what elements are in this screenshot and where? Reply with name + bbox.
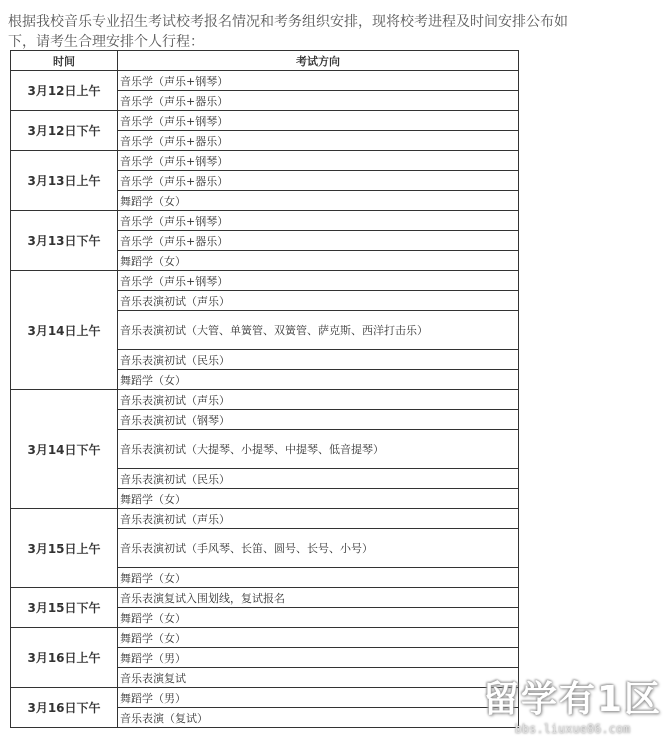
time-slot-cell: 3月16日上午: [11, 628, 118, 688]
exam-direction-cell: 舞蹈学（女）: [118, 568, 519, 588]
exam-direction-cell: 音乐表演初试（大提琴、小提琴、中提琴、低音提琴）: [118, 430, 519, 469]
table-header-row: [11, 51, 519, 71]
exam-direction-cell: 舞蹈学（男）: [118, 648, 519, 668]
table-row: [11, 151, 519, 171]
intro-paragraph: 根据我校音乐专业招生考试校考报名情况和考务组织安排，现将校考进程及时间安排公布如下，请考生合理安排个人行程：: [8, 14, 568, 50]
exam-direction-cell: 音乐表演初试（声乐）: [118, 509, 519, 529]
time-slot-cell: 3月13日下午: [11, 211, 118, 271]
exam-direction-cell: 音乐表演初试（民乐）: [118, 350, 519, 370]
exam-direction-cell: 音乐表演初试（声乐）: [118, 390, 519, 410]
table-row: [11, 71, 519, 91]
exam-direction-cell: 舞蹈学（男）: [118, 688, 519, 708]
time-slot-cell: 3月15日下午: [11, 588, 118, 628]
exam-direction-cell: 舞蹈学（女）: [118, 489, 519, 509]
time-slot-cell: 3月14日上午: [11, 271, 118, 390]
exam-direction-cell: 音乐学（声乐+钢琴）: [118, 71, 519, 91]
time-slot-cell: 3月14日下午: [11, 390, 118, 509]
exam-direction-cell: 舞蹈学（女）: [118, 628, 519, 648]
exam-direction-cell: 音乐表演初试（钢琴）: [118, 410, 519, 430]
exam-direction-cell: 音乐表演复试入围划线，复试报名: [118, 588, 519, 608]
exam-direction-cell: 音乐表演（复试）: [118, 708, 519, 728]
exam-direction-cell: 音乐学（声乐+钢琴）: [118, 211, 519, 231]
exam-direction-cell: 音乐学（声乐+钢琴）: [118, 151, 519, 171]
time-slot-cell: 3月12日下午: [11, 111, 118, 151]
exam-direction-cell: 音乐表演初试（大管、单簧管、双簧管、萨克斯、西洋打击乐）: [118, 311, 519, 350]
exam-direction-cell: 音乐学（声乐+器乐）: [118, 131, 519, 151]
header-exam-direction: 考试方向: [118, 51, 519, 71]
exam-direction-cell: 舞蹈学（女）: [118, 191, 519, 211]
exam-direction-cell: 舞蹈学（女）: [118, 251, 519, 271]
time-slot-cell: 3月16日下午: [11, 688, 118, 728]
exam-direction-cell: 音乐学（声乐+钢琴）: [118, 111, 519, 131]
table-row: [11, 211, 519, 231]
time-slot-cell: 3月13日上午: [11, 151, 118, 211]
table-row: [11, 271, 519, 291]
table-row: [11, 628, 519, 648]
time-slot-cell: 3月12日上午: [11, 71, 118, 111]
exam-direction-cell: 音乐表演初试（声乐）: [118, 291, 519, 311]
header-time: 时间: [11, 51, 118, 71]
exam-schedule-table: [10, 50, 519, 728]
exam-direction-cell: 音乐表演复试: [118, 668, 519, 688]
exam-direction-cell: 音乐学（声乐+器乐）: [118, 91, 519, 111]
exam-direction-cell: 舞蹈学（女）: [118, 370, 519, 390]
exam-direction-cell: 音乐表演初试（民乐）: [118, 469, 519, 489]
time-slot-cell: 3月15日上午: [11, 509, 118, 588]
watermark-url: bbs.liuxue86.com: [514, 722, 631, 736]
table-row: [11, 390, 519, 410]
schedule-body: [11, 71, 519, 728]
exam-direction-cell: 音乐表演初试（手风琴、长笛、圆号、长号、小号）: [118, 529, 519, 568]
table-row: [11, 111, 519, 131]
table-row: [11, 688, 519, 708]
table-row: [11, 588, 519, 608]
watermark-logo: 留学有1区: [482, 679, 662, 720]
exam-direction-cell: 音乐学（声乐+器乐）: [118, 231, 519, 251]
exam-direction-cell: 音乐学（声乐+器乐）: [118, 171, 519, 191]
exam-direction-cell: 音乐学（声乐+钢琴）: [118, 271, 519, 291]
exam-direction-cell: 舞蹈学（女）: [118, 608, 519, 628]
table-row: [11, 509, 519, 529]
